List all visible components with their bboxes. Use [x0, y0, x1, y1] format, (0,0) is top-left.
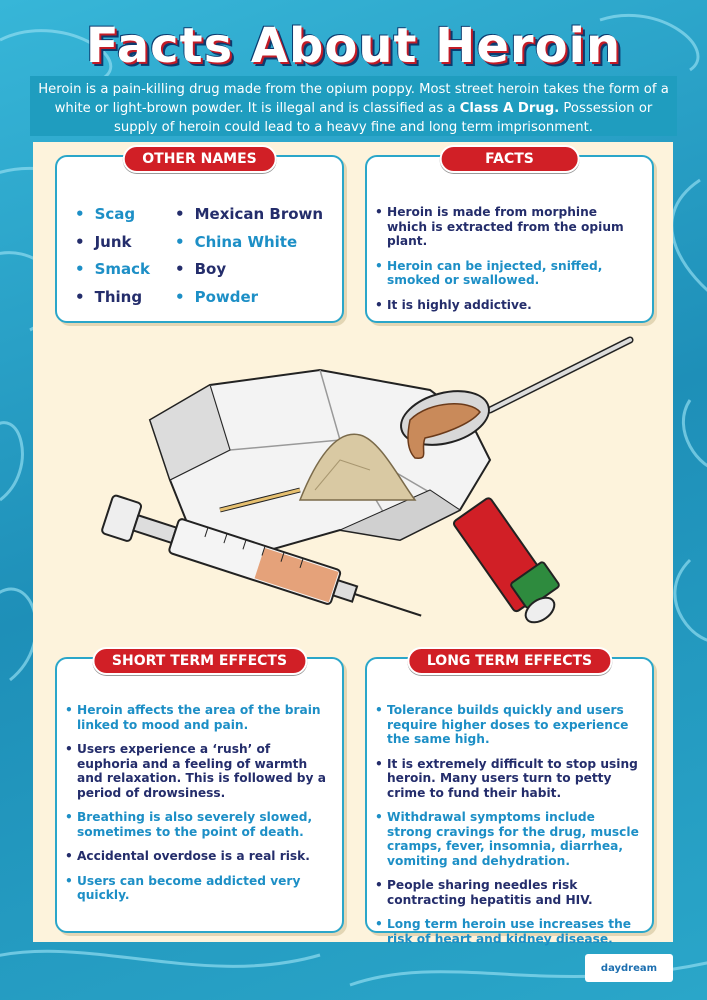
lighter-icon [452, 497, 560, 628]
list-item: • Junk [75, 229, 150, 257]
list-item: • It is highly addictive. [375, 298, 639, 313]
intro-text [30, 76, 677, 136]
list-item: • Heroin is made from morphine which is extracted from the opium plant. [375, 205, 639, 249]
list-item: • Accidental overdose is a real risk. [65, 849, 333, 864]
long-term-effects-heading: LONG TERM EFFECTS [407, 647, 612, 675]
other-names-list-1 [75, 201, 150, 311]
facts-card [365, 151, 654, 323]
list-item: • Tolerance builds quickly and users require higher doses to experience the same high. [375, 703, 643, 747]
list-item: • Powder [175, 284, 323, 312]
list-item: • Mexican Brown [175, 201, 323, 229]
intro-text-part2: Possession or supply of heroin could lead to a heavy fine and long term imprisonment. [114, 101, 653, 135]
list-item: • Thing [75, 284, 150, 312]
short-term-effects-heading: SHORT TERM EFFECTS [92, 647, 307, 675]
long-term-effects-list [375, 703, 643, 956]
list-item: • Breathing is also severely slowed, sometimes to the point of death. [65, 810, 333, 839]
list-item: • Boy [175, 256, 323, 284]
list-item: • Heroin affects the area of the brain linked to mood and pain. [65, 703, 333, 732]
list-item: • People sharing needles risk contracting hepatitis and HIV. [375, 878, 643, 907]
list-item: • China White [175, 229, 323, 257]
list-item: • Smack [75, 256, 150, 284]
publisher-logo: daydream [585, 954, 673, 982]
list-item: • It is extremely difficult to stop using heroin. Many users turn to petty crime to fund their habit. [375, 757, 643, 801]
list-item: • Users can become addicted very quickly. [65, 874, 333, 903]
other-names-list-2 [175, 201, 323, 311]
facts-heading: FACTS [439, 145, 580, 173]
drug-paraphernalia-illustration [70, 330, 640, 640]
page-title: Facts About Heroin [85, 18, 622, 74]
spoon-icon [395, 340, 630, 458]
long-term-effects-card [365, 653, 654, 946]
list-item: • Users experience a ‘rush’ of euphoria and a feeling of warmth and relaxation. This is followed by a period of drowsiness. [65, 742, 333, 800]
other-names-heading: OTHER NAMES [122, 145, 277, 173]
facts-list [375, 205, 639, 322]
intro-text-part1: Heroin is a pain-killing drug made from the opium poppy. Most street heroin takes the form of a white or light-brown powder. It is illegal and is classified as a [38, 82, 669, 116]
list-item: • Long term heroin use increases the risk of heart and kidney disease. [375, 917, 643, 946]
short-term-effects-list [65, 703, 333, 913]
intro-class-a: Class A Drug. [459, 101, 560, 116]
list-item: • Scag [75, 201, 150, 229]
other-names-card [55, 151, 344, 323]
short-term-effects-card [55, 653, 344, 933]
list-item: • Heroin can be injected, sniffed, smoked or swallowed. [375, 259, 639, 288]
list-item: • Withdrawal symptoms include strong cravings for the drug, muscle cramps, fever, insomnia, diarrhea, vomiting and dehydration. [375, 810, 643, 868]
